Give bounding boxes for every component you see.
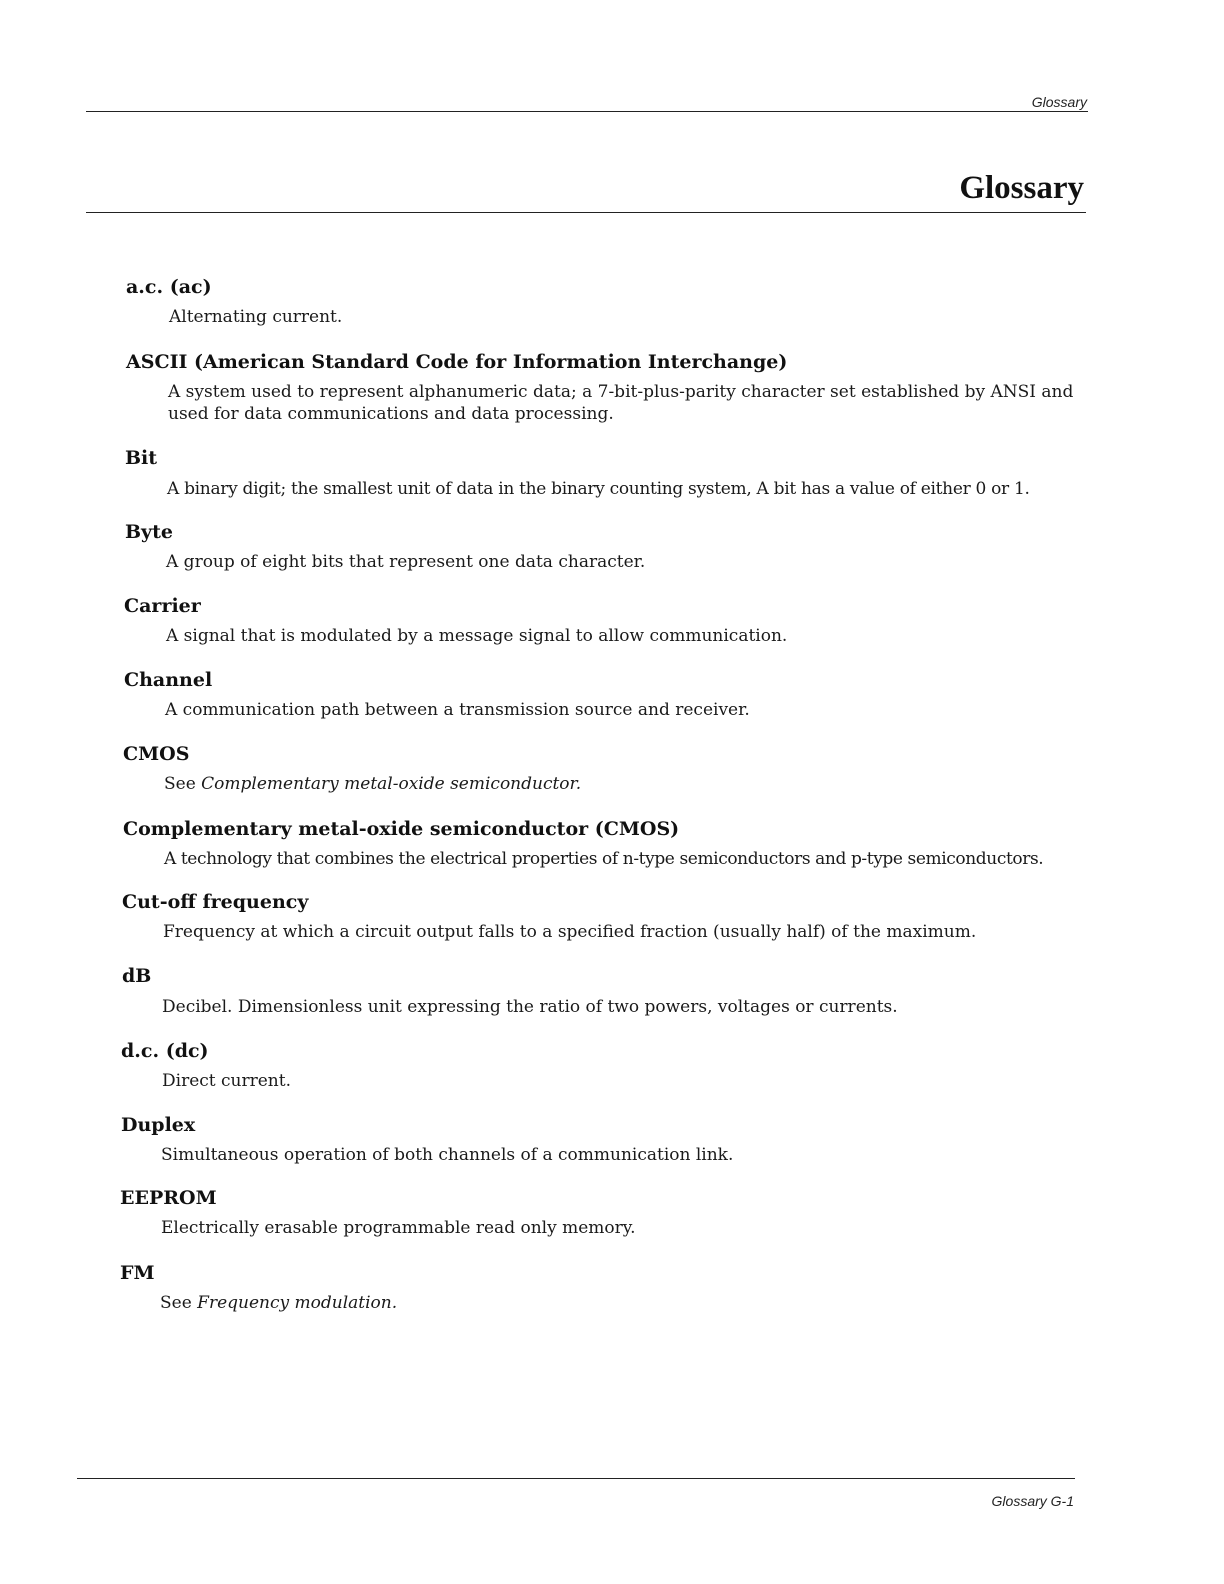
see-prefix: See	[164, 774, 202, 794]
glossary-term: Byte	[125, 521, 173, 543]
glossary-definition: A group of eight bits that represent one data character.	[166, 552, 646, 572]
glossary-term: EEPROM	[120, 1187, 217, 1209]
page-number: Glossary G-1	[991, 1493, 1074, 1509]
see-prefix: See	[160, 1293, 198, 1313]
glossary-definition	[164, 773, 1084, 795]
glossary-definition: A binary digit; the smallest unit of data in the binary counting system, A bit has a value of either 0 or 1.	[167, 479, 1030, 499]
glossary-term: dB	[122, 965, 152, 987]
glossary-definition: Simultaneous operation of both channels of a communication link.	[161, 1145, 734, 1165]
glossary-term: Carrier	[124, 595, 201, 617]
glossary-definition: Alternating current.	[169, 307, 343, 327]
footer-rule	[77, 1478, 1075, 1479]
title-rule	[86, 212, 1086, 213]
glossary-term: Complementary metal-oxide semiconductor (CMOS)	[123, 818, 680, 840]
running-header: Glossary	[1031, 94, 1087, 110]
glossary-definition: A signal that is modulated by a message signal to allow communication.	[166, 626, 788, 646]
glossary-definition: Decibel. Dimensionless unit expressing the ratio of two powers, voltages or currents.	[162, 997, 898, 1017]
glossary-term: ASCII (American Standard Code for Information Interchange)	[126, 351, 788, 373]
cross-reference: Complementary metal-oxide semiconductor.	[201, 774, 582, 794]
glossary-definition	[160, 1292, 1080, 1314]
glossary-definition: A system used to represent alphanumeric data; a 7-bit-plus-parity character set established by ANSI and used for data communications and data processing.	[168, 382, 1074, 424]
glossary-definition: Frequency at which a circuit output falls to a specified fraction (usually half) of the maximum.	[163, 922, 977, 942]
glossary-term: a.c. (ac)	[126, 276, 212, 298]
glossary-term: CMOS	[123, 743, 190, 765]
glossary-term: Bit	[125, 447, 158, 469]
glossary-term: d.c. (dc)	[121, 1040, 209, 1062]
glossary-term: FM	[120, 1262, 155, 1284]
cross-reference: Frequency modulation.	[197, 1293, 398, 1313]
glossary-definition: Direct current.	[162, 1071, 291, 1091]
glossary-definition: A communication path between a transmission source and receiver.	[165, 700, 750, 720]
glossary-term: Channel	[124, 669, 213, 691]
glossary-term: Cut-off frequency	[122, 891, 309, 913]
header-rule	[86, 111, 1088, 112]
glossary-term: Duplex	[121, 1114, 196, 1136]
glossary-definition: Electrically erasable programmable read only memory.	[161, 1218, 636, 1238]
page-title: Glossary	[959, 170, 1084, 206]
glossary-definition: A technology that combines the electrical properties of n-type semiconductors and p-type semiconductors.	[164, 849, 1044, 869]
